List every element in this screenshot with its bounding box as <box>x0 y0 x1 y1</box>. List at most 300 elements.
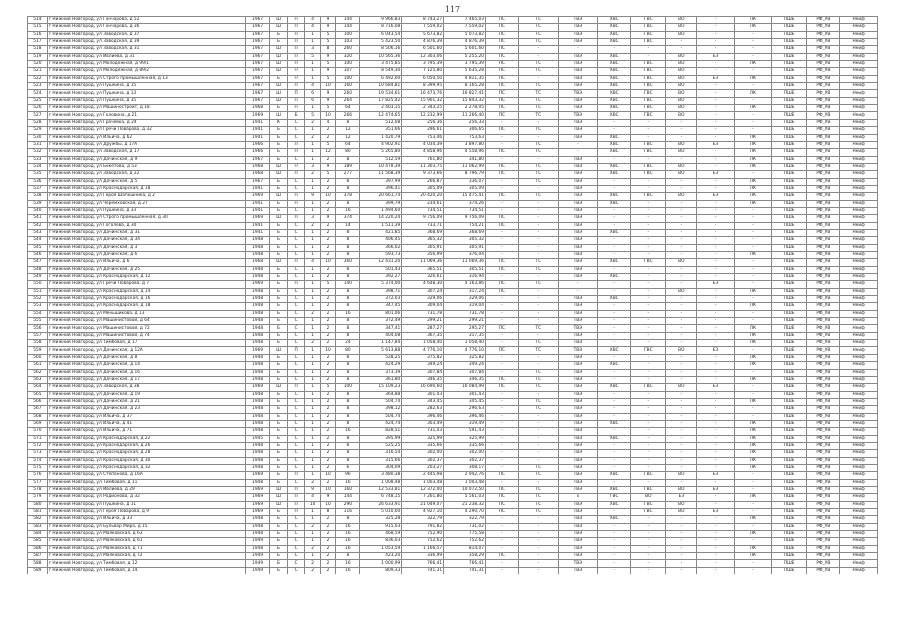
table-cell: - <box>666 406 697 413</box>
table-cell: 2 <box>320 200 335 207</box>
table-cell: - <box>631 325 666 332</box>
table-cell: 16 <box>336 428 360 435</box>
table-cell: - <box>631 303 666 310</box>
table-row <box>28 428 878 435</box>
table-cell: ПШЕ <box>772 141 807 148</box>
table-cell: - <box>631 244 666 251</box>
table-cell: ПШЕ <box>772 442 807 449</box>
table-cell: 116 <box>336 509 360 516</box>
table-cell: - <box>485 237 518 244</box>
table-cell: П <box>287 171 305 178</box>
table-cell: - <box>666 442 697 449</box>
table-cell: - <box>666 332 697 339</box>
table-cell: 2 942,76 <box>444 472 486 479</box>
table-cell: - <box>631 288 666 295</box>
table-cell: 12 533,81 <box>360 487 402 494</box>
table-cell: Неиф <box>840 229 878 236</box>
table-cell: Б <box>270 288 288 295</box>
table-cell: - <box>697 340 734 347</box>
table-cell: 8 <box>336 229 360 236</box>
table-cell: 1948 <box>245 244 269 251</box>
table-cell: г Нижний Новгород, ул Героя Поварова, д 9 <box>47 509 245 516</box>
table-cell: ТВЭ <box>558 53 598 60</box>
table-cell: - <box>518 53 558 60</box>
table-cell: г Нижний Новгород, ул Тимбовая, д 11 <box>47 479 245 486</box>
table-cell: 520 <box>28 61 48 68</box>
table-cell: 2 <box>320 134 335 141</box>
table-cell: 2 <box>320 332 335 339</box>
table-cell: ВО <box>666 259 697 266</box>
table-cell: Неиф <box>840 185 878 192</box>
table-cell: 8 <box>336 288 360 295</box>
table-cell: г Нижний Новгород, ул Маяковская, д 72 <box>47 553 245 560</box>
table-cell: 2 <box>320 545 335 552</box>
table-cell: РФ_УВ <box>807 207 840 214</box>
table-cell: - <box>697 457 734 464</box>
table-cell: ХВС <box>598 362 631 369</box>
table-cell: ПШЕ <box>772 516 807 523</box>
table-cell: С <box>287 274 305 281</box>
table-cell: РФ_УВ <box>807 288 840 295</box>
table-cell: ПС <box>485 24 518 31</box>
table-row <box>28 369 878 376</box>
table-cell: - <box>697 428 734 435</box>
table-cell: РФ_УВ <box>807 560 840 567</box>
table-cell: 515 <box>28 24 48 31</box>
table-cell: РФ_УВ <box>807 156 840 163</box>
table-cell: ТВЭ <box>558 332 598 339</box>
table-cell: - <box>631 229 666 236</box>
table-cell: ВО <box>666 68 697 75</box>
table-cell: 1948 <box>245 354 269 361</box>
table-cell: - <box>631 53 666 60</box>
table-cell: 1948 <box>245 266 269 273</box>
table-cell: 16 <box>336 479 360 486</box>
table-cell: ЛК <box>734 61 771 68</box>
table-cell: 5 <box>320 39 335 46</box>
table-cell: ПШЕ <box>772 90 807 97</box>
table-cell: 16 473,76 <box>402 90 444 97</box>
table-cell: - <box>518 457 558 464</box>
page-number: 117 <box>444 5 461 14</box>
table-cell: - <box>631 420 666 427</box>
table-cell: Неиф <box>840 435 878 442</box>
table-cell: - <box>697 134 734 141</box>
table-cell: г Нижний Новгород, ул Заводская, д 38 <box>47 384 245 391</box>
table-cell: ХВС <box>598 39 631 46</box>
table-cell: ЛК <box>734 200 771 207</box>
table-cell: - <box>734 119 771 126</box>
table-cell: 8 <box>336 266 360 273</box>
table-cell: ТС <box>518 90 558 97</box>
table-cell: ХВС <box>598 420 631 427</box>
table-cell: 8 <box>320 509 335 516</box>
table-cell: 1 <box>305 178 320 185</box>
table-cell: - <box>666 428 697 435</box>
table-cell: 2 <box>305 340 320 347</box>
table-cell: - <box>631 545 666 552</box>
table-cell: ПС <box>485 501 518 508</box>
table-cell: - <box>734 207 771 214</box>
table-cell: - <box>666 391 697 398</box>
table-cell: 256,33 <box>444 119 486 126</box>
table-cell: ПШЕ <box>772 391 807 398</box>
table-cell: Неиф <box>840 112 878 119</box>
table-cell: Ш <box>270 17 288 24</box>
table-cell: 1967 <box>245 75 269 82</box>
table-cell: 8 <box>336 178 360 185</box>
table-cell: ГВС <box>631 509 666 516</box>
table-cell: П <box>287 141 305 148</box>
table-cell: - <box>485 391 518 398</box>
table-cell: РФ_УВ <box>807 325 840 332</box>
table-cell: ТВЭ <box>558 538 598 545</box>
table-cell: 1969 <box>245 487 269 494</box>
table-cell: 551 <box>28 288 48 295</box>
table-cell: ЛК <box>734 354 771 361</box>
table-cell: г Нижний Новгород, ул Дачинская, д 5 <box>47 178 245 185</box>
table-row <box>28 178 878 185</box>
table-cell: 3 897,80 <box>444 141 486 148</box>
table-cell: П <box>287 68 305 75</box>
table-cell: 2 445,98 <box>402 472 444 479</box>
table-cell: 8 <box>336 391 360 398</box>
table-cell: г Нижний Новгород, ул Заводская, д 39 <box>47 39 245 46</box>
table-cell: 1941 <box>245 207 269 214</box>
table-cell: ЕЗ <box>697 281 734 288</box>
table-cell: г Нижний Новгород, ул Краснодарская, д 26 <box>47 442 245 449</box>
table-cell: РФ_УВ <box>807 362 840 369</box>
table-cell: 1 <box>305 450 320 457</box>
table-cell: - <box>485 538 518 545</box>
table-cell: 573 <box>28 450 48 457</box>
table-cell: 1948 <box>245 252 269 259</box>
table-cell: 17 825,42 <box>360 97 402 104</box>
table-cell: 8 <box>336 442 360 449</box>
table-cell: ПШЕ <box>772 68 807 75</box>
table-cell: 10 072,50 <box>444 487 486 494</box>
table-cell: - <box>598 538 631 545</box>
table-cell: 2 <box>320 531 335 538</box>
table-cell: - <box>631 435 666 442</box>
table-cell: 9 966,83 <box>360 17 402 24</box>
table-cell: ВО <box>666 487 697 494</box>
table-cell: Неиф <box>840 479 878 486</box>
table-cell: - <box>697 354 734 361</box>
table-cell: РФ_УВ <box>807 83 840 90</box>
table-cell: 347,41 <box>360 325 402 332</box>
table-cell: 516 <box>28 31 48 38</box>
table-cell: 1 003,48 <box>444 479 486 486</box>
table-cell: ТВЭ <box>558 340 598 347</box>
table-cell: ЛК <box>734 303 771 310</box>
table-cell: 539 <box>28 200 48 207</box>
table-cell: г Нижний Новгород, ул Бульвар Мира, д 15 <box>47 523 245 530</box>
table-cell: - <box>598 237 631 244</box>
table-cell: 814,07 <box>444 545 486 552</box>
table-cell: 16 <box>336 538 360 545</box>
table-cell: 364,88 <box>360 391 402 398</box>
table-cell: ТВЭ <box>558 229 598 236</box>
table-cell: - <box>697 553 734 560</box>
table-cell: 8 <box>336 516 360 523</box>
table-row <box>28 376 878 383</box>
table-cell: 2 <box>320 252 335 259</box>
table-row <box>28 472 878 479</box>
table-cell: РФ_УВ <box>807 24 840 31</box>
table-cell: 302,00 <box>444 450 486 457</box>
table-cell: 10 684,81 <box>360 83 402 90</box>
table-cell: - <box>666 420 697 427</box>
table-cell: 103 <box>336 39 360 46</box>
table-cell: 304,09 <box>360 464 402 471</box>
table-cell: - <box>518 207 558 214</box>
table-cell: - <box>697 398 734 405</box>
table-cell: 9 <box>320 17 335 24</box>
table-cell: - <box>697 200 734 207</box>
table-cell: 64 <box>336 105 360 112</box>
table-cell: ПШЕ <box>772 531 807 538</box>
table-cell: ЛК <box>734 435 771 442</box>
table-cell: С <box>287 553 305 560</box>
table-cell: ХВС <box>598 112 631 119</box>
table-cell: 528 <box>28 119 48 126</box>
table-cell: ТВЭ <box>558 420 598 427</box>
table-cell: - <box>518 354 558 361</box>
table-cell: - <box>666 237 697 244</box>
table-cell: 1968 <box>245 105 269 112</box>
table-cell: 6 748,15 <box>360 494 402 501</box>
table-cell: ПС <box>485 325 518 332</box>
table-cell: ПШЕ <box>772 413 807 420</box>
table-cell: 1969 <box>245 384 269 391</box>
table-cell: 260 <box>336 46 360 53</box>
table-cell: ПШЕ <box>772 83 807 90</box>
table-cell: - <box>631 274 666 281</box>
table-cell: ЛК <box>734 163 771 170</box>
table-row <box>28 538 878 545</box>
table-cell: Б <box>270 325 288 332</box>
table-cell: 556 <box>28 325 48 332</box>
table-cell: РФ_УВ <box>807 141 840 148</box>
table-cell: ХВС <box>598 17 631 24</box>
table-cell: ХВС <box>598 274 631 281</box>
table-cell: ХВС <box>598 516 631 523</box>
table-cell: г Нижний Новгород, ул Краснодарская, д 16 <box>47 296 245 303</box>
table-cell: 1941 <box>245 185 269 192</box>
table-cell: - <box>518 46 558 53</box>
table-cell: РФ_УВ <box>807 384 840 391</box>
table-cell: Ш <box>270 53 288 60</box>
table-cell: Ш <box>270 24 288 31</box>
table-cell: 1 <box>305 244 320 251</box>
table-cell: г Нижний Новгород, ул Краснодарская, д 28 <box>47 450 245 457</box>
table-cell: г Нижний Новгород, ул Дачинская, д 6 <box>47 252 245 259</box>
table-cell: - <box>666 39 697 46</box>
table-cell: 2 <box>305 171 320 178</box>
table-cell: 1 058,40 <box>444 340 486 347</box>
table-cell: - <box>697 259 734 266</box>
table-row <box>28 332 878 339</box>
table-cell: Б <box>270 362 288 369</box>
table-cell: 316,94 <box>444 274 486 281</box>
table-cell: - <box>631 450 666 457</box>
table-cell: 8 <box>336 376 360 383</box>
table-cell: ЛК <box>734 105 771 112</box>
table-cell: - <box>666 362 697 369</box>
table-cell: П <box>287 46 305 53</box>
table-cell: РФ_УВ <box>807 303 840 310</box>
table-cell: - <box>734 472 771 479</box>
table-cell: РФ_УВ <box>807 354 840 361</box>
table-cell: 1 <box>305 237 320 244</box>
table-cell: - <box>598 406 631 413</box>
table-cell: 1 <box>305 347 320 354</box>
table-cell: - <box>598 244 631 251</box>
table-cell: г Нижний Новгород, ул Грачевка, д 24 <box>47 119 245 126</box>
table-cell: Б <box>270 281 288 288</box>
table-cell: ПС <box>485 376 518 383</box>
table-cell: - <box>697 274 734 281</box>
table-cell: ПШЕ <box>772 171 807 178</box>
table-cell: С <box>287 442 305 449</box>
table-cell: 346,35 <box>402 376 444 383</box>
table-cell: 9 756,09 <box>444 215 486 222</box>
table-cell: - <box>598 457 631 464</box>
table-cell: Б <box>287 112 305 119</box>
table-cell: - <box>734 97 771 104</box>
table-cell: С <box>287 288 305 295</box>
table-cell: г Нижний Новгород, ул Молодежная, д 89/2 <box>47 68 245 75</box>
table-cell: 517 <box>28 39 48 46</box>
table-cell: 16 <box>336 567 360 574</box>
table-cell: - <box>485 156 518 163</box>
table-cell: 519 <box>28 53 48 60</box>
table-cell: ЛК <box>734 332 771 339</box>
table-cell: ПС <box>485 266 518 273</box>
table-cell: ХВС <box>598 24 631 31</box>
table-cell: Ш <box>270 259 288 266</box>
table-cell: Неиф <box>840 61 878 68</box>
table-cell: ТВЭ <box>558 464 598 471</box>
table-cell: 1 000,99 <box>360 560 402 567</box>
table-cell: 160 <box>336 487 360 494</box>
table-body <box>28 17 878 575</box>
table-cell: 10 <box>320 501 335 508</box>
table-cell: - <box>518 545 558 552</box>
table-cell: 1969 <box>245 501 269 508</box>
table-cell: П <box>287 90 305 97</box>
table-cell: П <box>287 193 305 200</box>
table-cell: - <box>697 391 734 398</box>
table-cell: С <box>287 420 305 427</box>
table-cell: РФ_УВ <box>807 347 840 354</box>
table-cell: 9 <box>320 494 335 501</box>
table-cell: 1 <box>305 266 320 273</box>
table-cell: 560 <box>28 354 48 361</box>
table-cell: Неиф <box>840 457 878 464</box>
table-cell: - <box>734 237 771 244</box>
table-cell: Неиф <box>840 215 878 222</box>
table-cell: ТВЭ <box>558 384 598 391</box>
table-cell: - <box>631 332 666 339</box>
table-row <box>28 200 878 207</box>
table-cell: 5 <box>320 75 335 82</box>
table-cell: ХВС <box>598 472 631 479</box>
table-cell: - <box>485 450 518 457</box>
table-cell: - <box>697 222 734 229</box>
table-cell: - <box>697 149 734 156</box>
table-cell: 1948 <box>245 531 269 538</box>
table-cell: ТВЭ <box>558 237 598 244</box>
table-cell: 8 <box>336 413 360 420</box>
table-cell: Неиф <box>840 163 878 170</box>
table-cell: 1948 <box>245 464 269 471</box>
table-cell: 349,24 <box>402 362 444 369</box>
table-cell: - <box>697 156 734 163</box>
table-cell: 19 534,61 <box>360 90 402 97</box>
table-cell: 1968 <box>245 259 269 266</box>
table-cell: 423,20 <box>360 553 402 560</box>
table-cell: - <box>734 318 771 325</box>
table-cell: г Нижний Новгород, ул Краснодарская, д 12 <box>47 274 245 281</box>
table-cell: 1 <box>305 68 320 75</box>
table-cell: РФ_УВ <box>807 39 840 46</box>
table-cell: ТВЭ <box>558 531 598 538</box>
table-cell: Неиф <box>840 369 878 376</box>
table-cell: г Нижний Новгород, ул Ильича, д 41 <box>47 420 245 427</box>
table-cell: - <box>518 185 558 192</box>
table-cell: г Нижний Новгород, ул Головина, д 21 <box>47 112 245 119</box>
table-cell: 8 <box>336 398 360 405</box>
table-cell: П <box>287 472 305 479</box>
table-cell: 15 843,32 <box>444 97 486 104</box>
table-cell: - <box>518 442 558 449</box>
table-cell: - <box>734 83 771 90</box>
table-cell: ТВЭ <box>558 325 598 332</box>
table-cell: - <box>734 406 771 413</box>
table-cell: 2 <box>320 207 335 214</box>
table-cell: С <box>287 398 305 405</box>
table-cell: ТВЭ <box>558 296 598 303</box>
table-cell: Неиф <box>840 347 878 354</box>
table-cell: 317,35 <box>444 332 486 339</box>
table-cell: 325,99 <box>402 435 444 442</box>
table-cell: 5 <box>320 105 335 112</box>
table-cell: 2 <box>320 538 335 545</box>
table-cell: Неиф <box>840 207 878 214</box>
table-cell: 16 <box>336 207 360 214</box>
table-cell: - <box>734 384 771 391</box>
table-row <box>28 435 878 442</box>
table-cell: ПС <box>485 112 518 119</box>
table-cell: ВО <box>666 347 697 354</box>
table-cell: - <box>631 560 666 567</box>
table-cell: ТВЭ <box>558 83 598 90</box>
table-cell: - <box>734 215 771 222</box>
table-cell: 9 <box>320 68 335 75</box>
table-cell: ТС <box>518 112 558 119</box>
table-cell: г Нижний Новгород, ул Дачинская, д 14 <box>47 362 245 369</box>
table-cell: 1 <box>305 318 320 325</box>
table-cell: - <box>734 53 771 60</box>
table-cell: 523 <box>28 83 48 90</box>
table-cell: - <box>631 442 666 449</box>
table-cell: ТВЭ <box>558 435 598 442</box>
table-cell: - <box>631 134 666 141</box>
table-cell: 399,79 <box>360 200 402 207</box>
table-cell: Б <box>270 310 288 317</box>
